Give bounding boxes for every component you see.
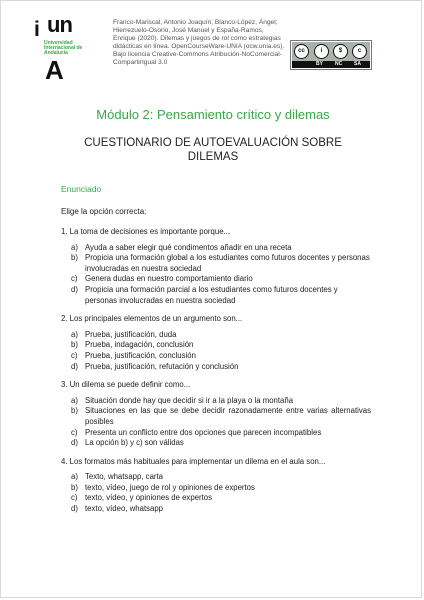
- question-text: 4. Los formatos más habituales para implementar un dilema en el aula son...: [61, 456, 326, 466]
- logo-university-name: Universidad Internacional de Andalucía: [44, 40, 83, 56]
- option-1b: b) Propicia una formación global a los estudiantes como futuros docentes y personas involucradas en nuestra sociedad: [71, 253, 370, 273]
- question-2: [61, 314, 371, 372]
- module-title: Módulo 2: Pensamiento crítico y dilemas: [96, 107, 330, 122]
- section-label: Enunciado: [61, 184, 102, 194]
- instruction-text: Elige la opción correcta:: [61, 207, 147, 216]
- unia-logo: [34, 12, 83, 85]
- question-3: [61, 380, 371, 449]
- cc-icon: cc: [294, 44, 309, 59]
- creative-commons-badge: [290, 40, 372, 70]
- question-4: [61, 457, 371, 515]
- sharealike-icon: c: [352, 44, 367, 59]
- question-1: [61, 227, 371, 306]
- option-2c: c) Prueba, justificación, conclusión: [71, 350, 196, 360]
- nc-label: NC: [335, 61, 343, 67]
- by-label: BY: [316, 61, 323, 67]
- option-2d: d) Prueba, justificación, refutación y conclusión: [71, 361, 239, 371]
- option-4b: b) texto, vídeo, juego de rol y opiniones de expertos: [71, 482, 255, 492]
- logo-a-letter: A: [45, 55, 64, 85]
- option-2b: b) Prueba, indagación, conclusión: [71, 340, 194, 350]
- quiz-title: CUESTIONARIO DE AUTOEVALUACIÓN SOBRE DILEMAS: [84, 137, 342, 163]
- noncommercial-icon: $: [333, 44, 348, 59]
- citation-text: Franco-Mariscal, Antonio Joaquín; Blanco-López, Ángel; Hierrezuelo-Osorio, José Manuel y España-Ramos, Enrique (2020). Dilemas y juegos de rol como estrategias didácticas en línea. OpenCourseWare-UNIA (ocw.unia.es). Bajo licencia Creative-Commons Atribución-NoComercial-CompartirIgual 3.0: [113, 19, 285, 67]
- option-4a: a) Texto, whatsapp, carta: [71, 472, 164, 482]
- attribution-icon: i: [314, 44, 329, 59]
- logo-un-letters: un: [47, 12, 72, 37]
- logo-i-letter: i: [34, 18, 39, 41]
- question-list: [61, 227, 371, 523]
- option-3b: b) Situaciones en las que se debe decidir razonadamente entre varias alternativas posibles: [71, 406, 371, 426]
- option-1c: c) Genera dudas en nuestro comportamiento diario: [71, 274, 253, 284]
- option-2a: a) Prueba, justificación, duda: [71, 329, 177, 339]
- option-1d: d) Propicia una formación parcial a los estudiantes como futuros docentes y personas involucradas en nuestra sociedad: [71, 284, 338, 305]
- question-text: 3. Un dilema se puede definir como...: [61, 380, 191, 390]
- option-1a: a) Ayuda a saber elegir qué condimentos añadir en una receta: [71, 242, 292, 252]
- question-text: 1. La toma de decisiones es importante porque...: [61, 227, 231, 236]
- question-text: 2. Los principales elementos de un argumento son...: [61, 314, 243, 324]
- option-3c: c) Presenta un conflicto entre dos opciones que parecen incompatibles: [71, 427, 322, 437]
- option-3d: d) La opción b) y c) son válidas: [71, 438, 184, 448]
- option-4c: c) texto, vídeo, y opiniones de expertos: [71, 493, 212, 503]
- option-3a: a) Situación donde hay que decidir si ir a la playa o la montaña: [71, 395, 294, 405]
- sa-label: SA: [354, 61, 361, 67]
- option-4d: d) texto, vídeo, whatsapp: [71, 504, 164, 514]
